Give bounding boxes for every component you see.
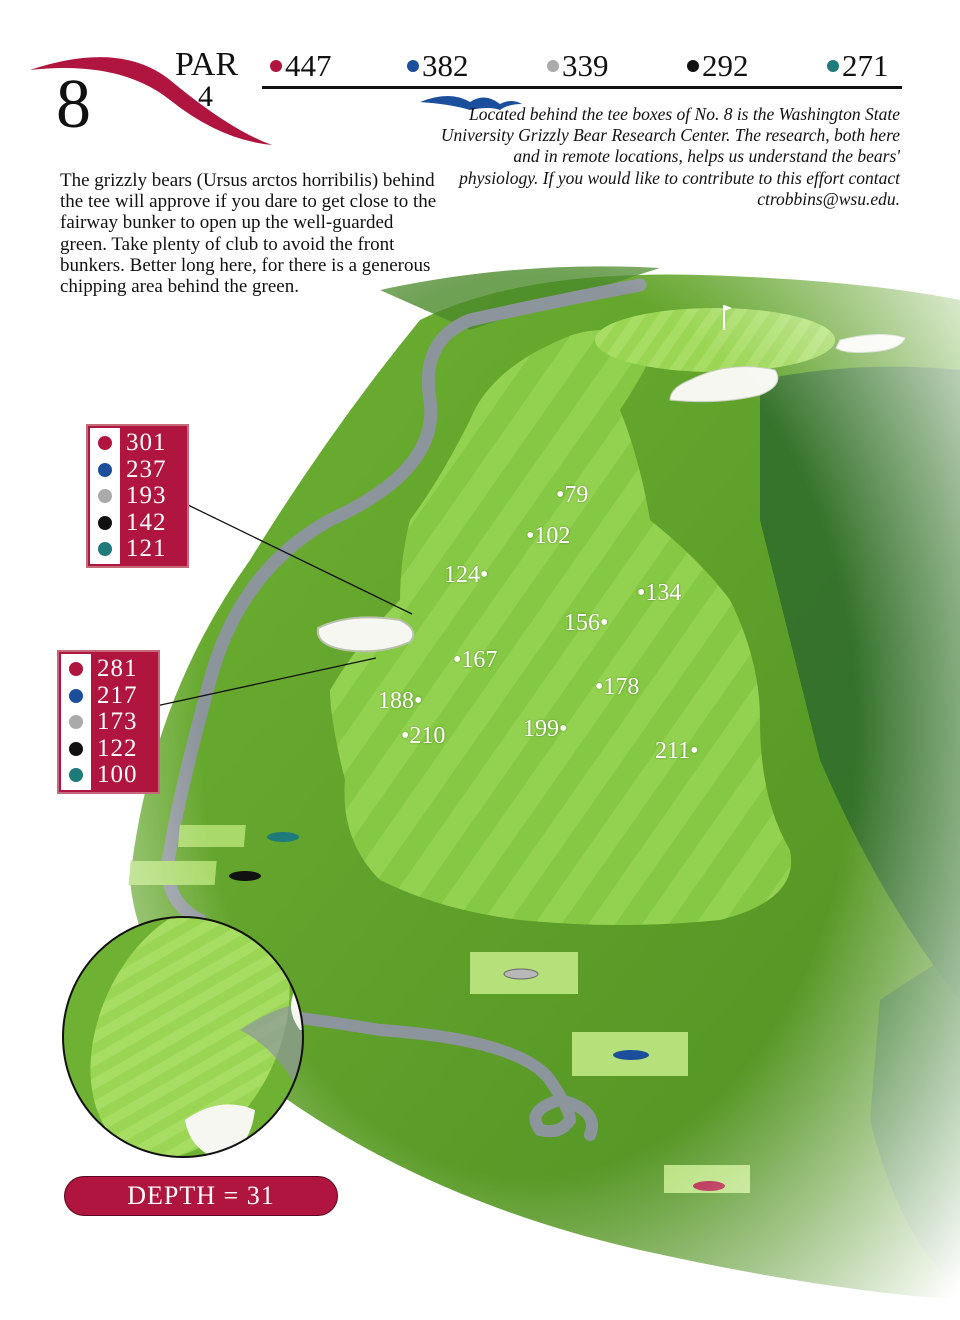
par-value: 4 [198, 80, 213, 113]
dot-icon [69, 742, 83, 756]
yardage-199: 199• [523, 716, 568, 742]
tee-yardage-blue: 382 [407, 50, 469, 81]
bunker-marker-upper: 301 237 193 142 121 [88, 426, 187, 566]
hole-description: The grizzly bears (Ursus arctos horribilis) behind the tee will approve if you dare to get close to the fairway bunker to open up the well-guarded green. Take plenty of club to avoid the front bunkers. Better long here, for there is a generous chipping area behind the green. [60, 170, 437, 298]
bunker-marker-lower: 281 217 173 122 100 [59, 652, 158, 792]
tee-dot-icon [547, 60, 559, 72]
yardage-178: •178 [595, 674, 640, 700]
dot-icon [98, 436, 112, 450]
dot-icon [98, 516, 112, 530]
hole-number: 8 [56, 66, 91, 143]
dot-icon [69, 662, 83, 676]
research-note: Located behind the tee boxes of No. 8 is the Washington State University Grizzly Bear Research Center. The research, both here and in remote locations, helps us understand the bears' physiology. If you would like to contribute to this effort contact ctrobbins@wsu.edu. [440, 104, 900, 209]
yardage-210: •210 [401, 723, 446, 749]
tee-dot-icon [270, 60, 282, 72]
dot-icon [98, 489, 112, 503]
yardage-102: •102 [526, 523, 571, 549]
tee-yardage-teal: 271 [827, 50, 889, 81]
yardage-79: •79 [556, 482, 589, 508]
tee-yardage-red: 447 [270, 50, 332, 81]
yardage-156: 156• [564, 610, 609, 636]
yardage-134: •134 [637, 580, 682, 606]
tee-yardage-white: 339 [547, 50, 609, 81]
green-depth-badge: DEPTH = 31 [64, 1176, 338, 1216]
dot-icon [98, 463, 112, 477]
tee-dot-icon [827, 60, 839, 72]
yardage-188: 188• [378, 688, 423, 714]
dot-icon [69, 715, 83, 729]
tee-yardage-black: 292 [687, 50, 749, 81]
tee-yardage-bar [262, 50, 902, 89]
yardage-124: 124• [444, 562, 489, 588]
yardage-211: 211• [655, 738, 699, 764]
tee-dot-icon [687, 60, 699, 72]
tee-dot-icon [407, 60, 419, 72]
dot-icon [69, 768, 83, 782]
par-label: PAR [175, 46, 239, 83]
yardage-167: •167 [453, 647, 498, 673]
dot-icon [98, 542, 112, 556]
dot-icon [69, 689, 83, 703]
